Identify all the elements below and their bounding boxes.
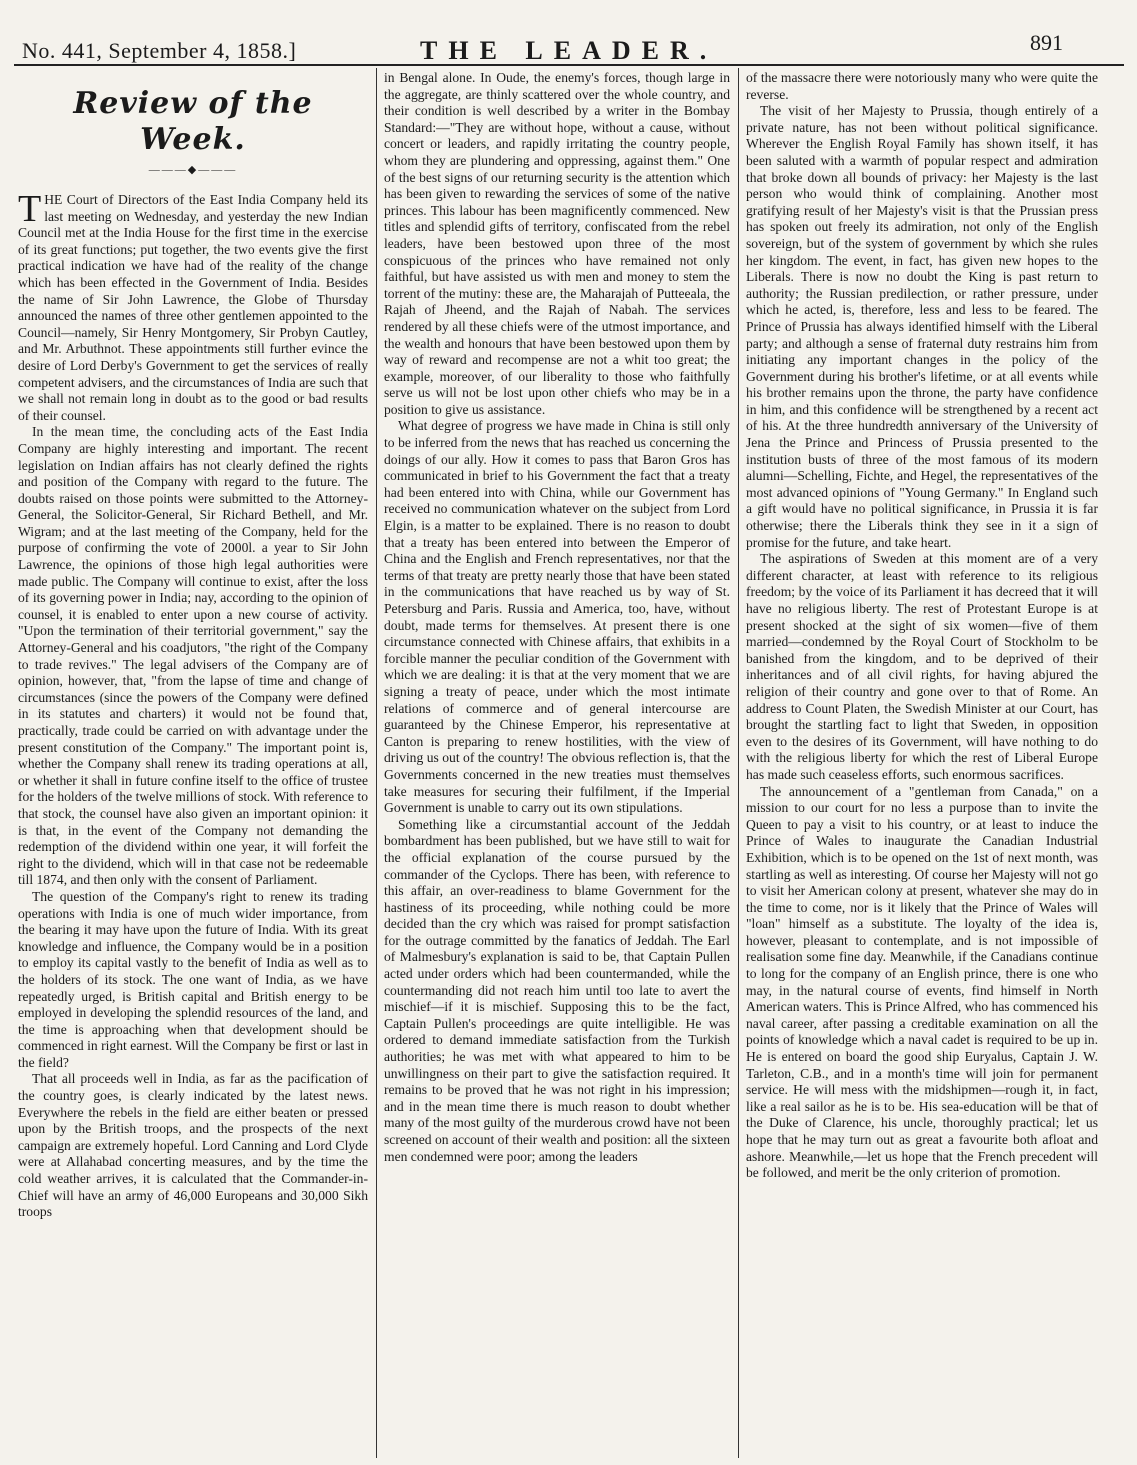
issue-line: No. 441, September 4, 1858.] <box>22 38 297 63</box>
paragraph <box>18 188 368 424</box>
paragraph: Something like a circumstantial account of the Jeddah bombardment has been published, but we have still to wait for the official explanation of the course pursued by the commander of the Cyclops. There has been, with reference to this affair, an over-readiness to blame Government for the hastiness of its proceeding, while nothing could be more decided than the cry which was raised for prompt satisfaction for the outrage committed by the fanatics of Jeddah. The Earl of Malmesbury's explanation is said to be, that Captain Pullen acted under orders which had been countermanded, while the countermanding did not reach him until too late to avert the mischief—if it is mischief. Supposing this to be the fact, Captain Pullen's proceedings are quite intelligible. He was ordered to demand immediate satisfaction from the Turkish authorities; he was met with what appeared to him to be unwillingness on their part to give the satisfaction required. It remains to be proved that he was not right in his impression; and in the mean time there is much reason to doubt whether many of the most guilty of the murderous crowd have not been screened on account of their wealth and position: all the sixteen men condemned were poor; among the leaders <box>384 816 730 1164</box>
column-1 <box>18 70 368 1462</box>
paragraph: The question of the Company's right to renew its trading operations with India is one of much wider importance, from the bearing it may have upon the future of India. With its great knowledge and influence, the Company would be in a position to employ its capital vastly to the benefit of India as well as to the holders of its stock. The one want of India, as we have repeatedly urged, is British capital and British energy to be employed in developing the splendid resources of the land, and the time is approaching when that development should be commenced in right earnest. Will the Company be first or last in the field? <box>18 888 368 1070</box>
page-header <box>0 0 1137 70</box>
column-2 <box>384 70 730 1462</box>
drop-cap: T <box>18 188 42 230</box>
paragraph: in Bengal alone. In Oude, the enemy's forces, though large in the aggregate, are thinly scattered over the whole country, and their condition is well described by a writer in the Bombay Standard:—"They are without hope, without a cause, without concert or leaders, and rapidly irritating the country people, whom they are plundering and oppressing, against them." One of the best signs of our returning security is the attention which has been given to rewarding the services of some of the native princes. This labour has been magnificently commenced. New titles and splendid gifts of territory, confiscated from the rebel leaders, have been bestowed upon three of the most conspicuous of the princes who have remained not only faithful, but have assisted us with men and money to stem the torrent of the mutiny: these are, the Maharajah of Putteeala, the Rajah of Jheend, and the Rajah of Nabah. The services rendered by all these chiefs were of the utmost importance, and the wealth and honours that have been bestowed upon them by way of reward and recompense are not a whit too great; the example, moreover, of our liberality to those who faithfully serve us will not be lost upon other chiefs who may be in a position to give us assistance. <box>384 70 730 417</box>
title-ornament: ———◆——— <box>148 164 238 176</box>
paragraph: That all proceeds well in India, as far as the pacification of the country goes, is clearly indicated by the latest news. Everywhere the rebels in the field are either beaten or pressed upon by the British troops, and the prospects of the next campaign are extremely hopeful. Lord Canning and Lord Clyde were at Allahabad concerting measures, and by the time the cold weather arrives, it is calculated that the Commander-in-Chief will have an army of 46,000 Europeans and 30,000 Sikh troops <box>18 1071 368 1220</box>
masthead: THE LEADER. <box>420 36 718 65</box>
column-rule-1 <box>376 68 377 1458</box>
paragraph: The announcement of a "gentleman from Canada," on a mission to our court for no less a purpose than to invite the Queen to pay a visit to his country, or at least to induce the Prince of Wales to inaugurate the Canadian Industrial Exhibition, which is to be opened on the 1st of next month, was startling as well as interesting. Of course her Majesty will not go to visit her American colony at present, whatever she may do in the time to come, nor is it likely that the Prince of Wales will "loan" himself as a substitute. The loyalty of the idea is, however, pleasant to contemplate, and is not impossible of realisation some fine day. Meanwhile, if the Canadians continue to long for the company of an English prince, there is one who may, in the natural course of events, find himself in North American waters. This is Prince Alfred, who has commenced his naval career, after passing a creditable examination on all the points of knowledge which a naval cadet is required to be up in. He is entered on board the good ship Euryalus, Captain J. W. Tarleton, C.B., and in a month's time will join for permanent service. He will mess with the midshipmen—rough it, in fact, like a real sailor as he is to be. His sea-education will be that of the Duke of Clarence, his uncle, thoroughly practical; let us hope that he may turn out as great a favourite both afloat and ashore. Meanwhile,—let us hope that the French precedent will be followed, and merit be the only criterion of promotion. <box>746 783 1098 1181</box>
paragraph-text: HE Court of Directors of the East India Company held its last meeting on Wednesday, and yesterday the new Indian Council met at the India House for the first time in the exercise of its great functions; put together, the two events give the first practical indication we have had of the reality of the change which has been effected in the Government of India. Besides the name of Sir John Lawrence, the Globe of Thursday announced the names of three other gentlemen appointed to the Council—namely, Sir Henry Montgomery, Sir Probyn Cautley, and Mr. Arbuthnot. These appointments still further evince the desire of Lord Derby's Government to get the services of really competent advisers, and the circumstances of India are such that we shall not remain long in doubt as to the good or bad results of their counsel. <box>18 192 368 423</box>
section-title: Review of the Week. <box>73 86 313 157</box>
column-3 <box>746 70 1098 1462</box>
paragraph: The visit of her Majesty to Prussia, though entirely of a private nature, has not been without political significance. Wherever the English Royal Family has shown itself, it has been saluted with a warmth of popular respect and admiration that broke down all bounds of privacy: her Majesty is the last person who would think of complaining. Another most gratifying result of her Majesty's visit is that the Prussian press has spoken out freely its admiration, not only of the English sovereign, but of the system of government by which she rules her kingdom. The event, in fact, has given new hopes to the Liberals. There is now no doubt the King is past return to authority; the Russian predilection, or rather pressure, under which he acted, is, therefore, less and less to be feared. The Prince of Prussia has always identified himself with the Liberal party; and although a sense of fraternal duty restrains him from initiating any important changes in the policy of the Government during his brother's lifetime, or at all events while his brother remains upon the throne, the party have confidence in him, and this confidence will be strengthened by a recent act of his. At the three hundredth anniversary of the University of Jena the Prince and Princess of Prussia presented to the institution busts of three of the most famous of its modern alumni—Schelling, Fichte, and Hegel, the representatives of the most advanced opinions of "Young Germany." In England such a gift would have no political significance, in Prussia it is far otherwise; there the Liberals think they see in it a sign of promise for the future, and take heart. <box>746 103 1098 550</box>
paragraph: In the mean time, the concluding acts of the East India Company are highly interesting and important. The recent legislation on Indian affairs has not clearly defined the rights and position of the Company with regard to the future. The doubts raised on those points were submitted to the Attorney-General, the Solicitor-General, Sir Richard Bethell, and Mr. Wigram; and at the last meeting of the Company, held for the purpose of confirming the vote of 2000l. a year to Sir John Lawrence, the opinions of those high legal authorities were made public. The Company will continue to exist, after the loss of its governing power in India; nay, according to the opinion of counsel, it is enabled to enter upon a new course of activity. "Upon the termination of their territorial government," say the Attorney-General and his coadjutors, "the right of the Company to trade revives." The legal advisers of the Company are of opinion, however, that, "from the lapse of time and change of circumstances (since the powers of the Company were defined in its statutes and charters) it would not be found that, practically, trade could be carried on with advantage under the present constitution of the Company." The important point is, whether the Company shall renew its trading operations at all, or whether it shall in future confine itself to the office of trustee for the holders of the twelve millions of stock. With reference to that stock, the counsel have also given an important opinion: it is that, in the event of the Company not demanding the redemption of the dividend within one year, it will forfeit the right to the dividend, which will in that case not be redeemable till 1874, and then only with the consent of Parliament. <box>18 424 368 888</box>
paragraph: What degree of progress we have made in China is still only to be inferred from the news that has reached us concerning the doings of our ally. How it comes to pass that Baron Gros has communicated in brief to his Government the fact that a treaty had been entered into with China, while our Government has received no communication whatever on the subject from Lord Elgin, is a matter to be explained. There is no reason to doubt that a treaty has been entered into between the Emperor of China and the English and French representatives, nor that the terms of that treaty are pretty nearly those that have been stated in the communications that have reached us by way of St. Petersburg and Paris. Russia and America, too, have, without doubt, made terms for themselves. At present there is one circumstance connected with Chinese affairs, that exhibits in a forcible manner the peculiar condition of the Government with which we are dealing: it is that at the very moment that we are signing a treaty of peace, under which the most intimate relations of commerce and of general intercourse are guaranteed by the Chinese Emperor, his representative at Canton is preparing to renew hostilities, with the view of driving us out of the country! The obvious reflection is, that the Governments concerned in the new treaties must themselves take measures for securing their fulfilment, if the Imperial Government is unable to carry out its own stipulations. <box>384 418 730 816</box>
header-rule <box>14 64 1124 66</box>
page-number: 891 <box>1030 30 1063 55</box>
column-rule-2 <box>738 68 739 1458</box>
paragraph: The aspirations of Sweden at this moment are of a very different character, at least with reference to its religious freedom; by the voice of its Parliament it has decreed that it will have no religious liberty. The rest of Protestant Europe is at present shocked at the sight of six women—five of them married—condemned by the Royal Court of Stockholm to be banished from the kingdom, and to be deprived of their inheritances and of all civil rights, for having abjured the religion of their country and gone over to that of Rome. An address to Count Platen, the Swedish Minister at our Court, has brought the startling fact to light that Sweden, in opposition even to the desires of its Government, will have nothing to do with the religious liberty for which the rest of Liberal Europe has made such ceaseless efforts, such enormous sacrifices. <box>746 551 1098 782</box>
paragraph: of the massacre there were notoriously many who were quite the reverse. <box>746 70 1098 102</box>
